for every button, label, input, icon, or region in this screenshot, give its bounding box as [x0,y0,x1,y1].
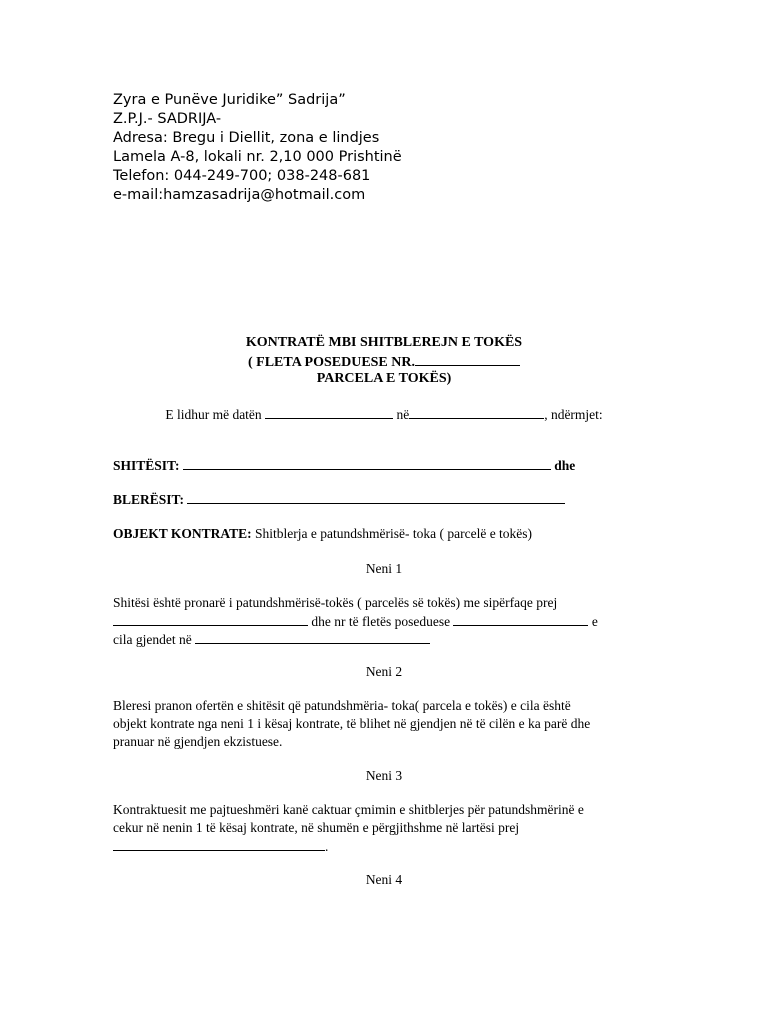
article-1-line-1: Shitësi është pronarë i patundshmërisë-tokës ( parcelës së tokës) me sipërfaqe prej [113,595,558,610]
header-office-name: Zyra e Punëve Juridike” Sadrija” [113,92,346,108]
buyer-label: BLERËSIT: [113,492,185,507]
intro-place-label: në [396,407,410,422]
place-blank[interactable] [409,405,544,419]
possession-sheet-blank[interactable] [415,352,520,366]
article-1-heading: Neni 1 [365,561,403,576]
seller-line [113,456,575,475]
header-phone: Telefon: 044-249-700; 038-248-681 [113,168,371,184]
article-2-line-1: Bleresi pranon ofertën e shitësit që patundshmëria- toka( parcela e tokës) e cila është [113,698,571,713]
article-2-line-3: pranuar në gjendjen ekzistuese. [113,734,283,749]
article-3-line-3-end: . [325,839,329,854]
header-address: Adresa: Bregu i Diellit, zona e lindjes [113,130,380,146]
article-3-body [113,801,658,855]
article-4-heading: Neni 4 [365,872,403,887]
title-line-1: KONTRATË MBI SHITBLEREJN E TOKËS [245,335,523,350]
object-line [113,525,532,543]
title-line-2 [0,352,768,370]
article-2-line-2: objekt kontrate nga neni 1 i kësaj kontrate, të blihet në gjendjen në të cilën e ka parë dhe [113,716,591,731]
object-label: OBJEKT KONTRATE: [113,526,252,541]
date-blank[interactable] [265,405,393,419]
price-blank[interactable] [113,837,325,851]
article-1-body [113,594,658,648]
buyer-line [113,490,565,509]
article-3-line-3 [113,837,658,855]
article-2-body [113,697,658,751]
object-text: Shitblerja e patundshmërisë- toka ( parcelë e tokës) [255,526,533,541]
intro-line [0,405,768,424]
location-blank[interactable] [195,630,430,644]
article-2-heading: Neni 2 [365,664,403,679]
seller-blank[interactable] [183,456,551,470]
office-header [113,91,402,205]
sheet-number-blank[interactable] [453,612,588,626]
article-1-line-3-text: cila gjendet në [113,632,192,647]
article-1-line-2-end: e [591,614,598,629]
article-3-line-1: Kontraktuesit me pajtueshmëri kanë caktuar çmimin e shitblerjes për patundshmërinë e [113,802,584,817]
intro-between-label: , ndërmjet: [544,407,603,422]
seller-label: SHITËSIT: [113,458,180,473]
intro-date-label: E lidhur më datën [165,407,262,422]
article-1-line-2-text: dhe nr të fletës poseduese [311,614,451,629]
header-address-detail: Lamela A-8, lokali nr. 2,10 000 Prishtinë [113,149,402,165]
area-blank[interactable] [113,612,308,626]
contract-title [0,334,768,388]
header-email: e-mail:hamzasadrija@hotmail.com [113,187,366,203]
article-3-heading: Neni 3 [365,768,403,783]
article-1-line-2 [113,612,658,630]
title-line-2-text: ( FLETA POSEDUESE NR. [248,355,415,370]
seller-suffix: dhe [554,458,576,473]
buyer-blank[interactable] [187,490,565,504]
article-1-line-3 [113,630,658,648]
header-office-abbrev: Z.P.J.- SADRIJA- [113,111,222,127]
article-3-line-2: cekur në nenin 1 të kësaj kontrate, në shumën e përgjithshme në lartësi prej [113,820,520,835]
title-line-3: PARCELA E TOKËS) [316,371,452,386]
